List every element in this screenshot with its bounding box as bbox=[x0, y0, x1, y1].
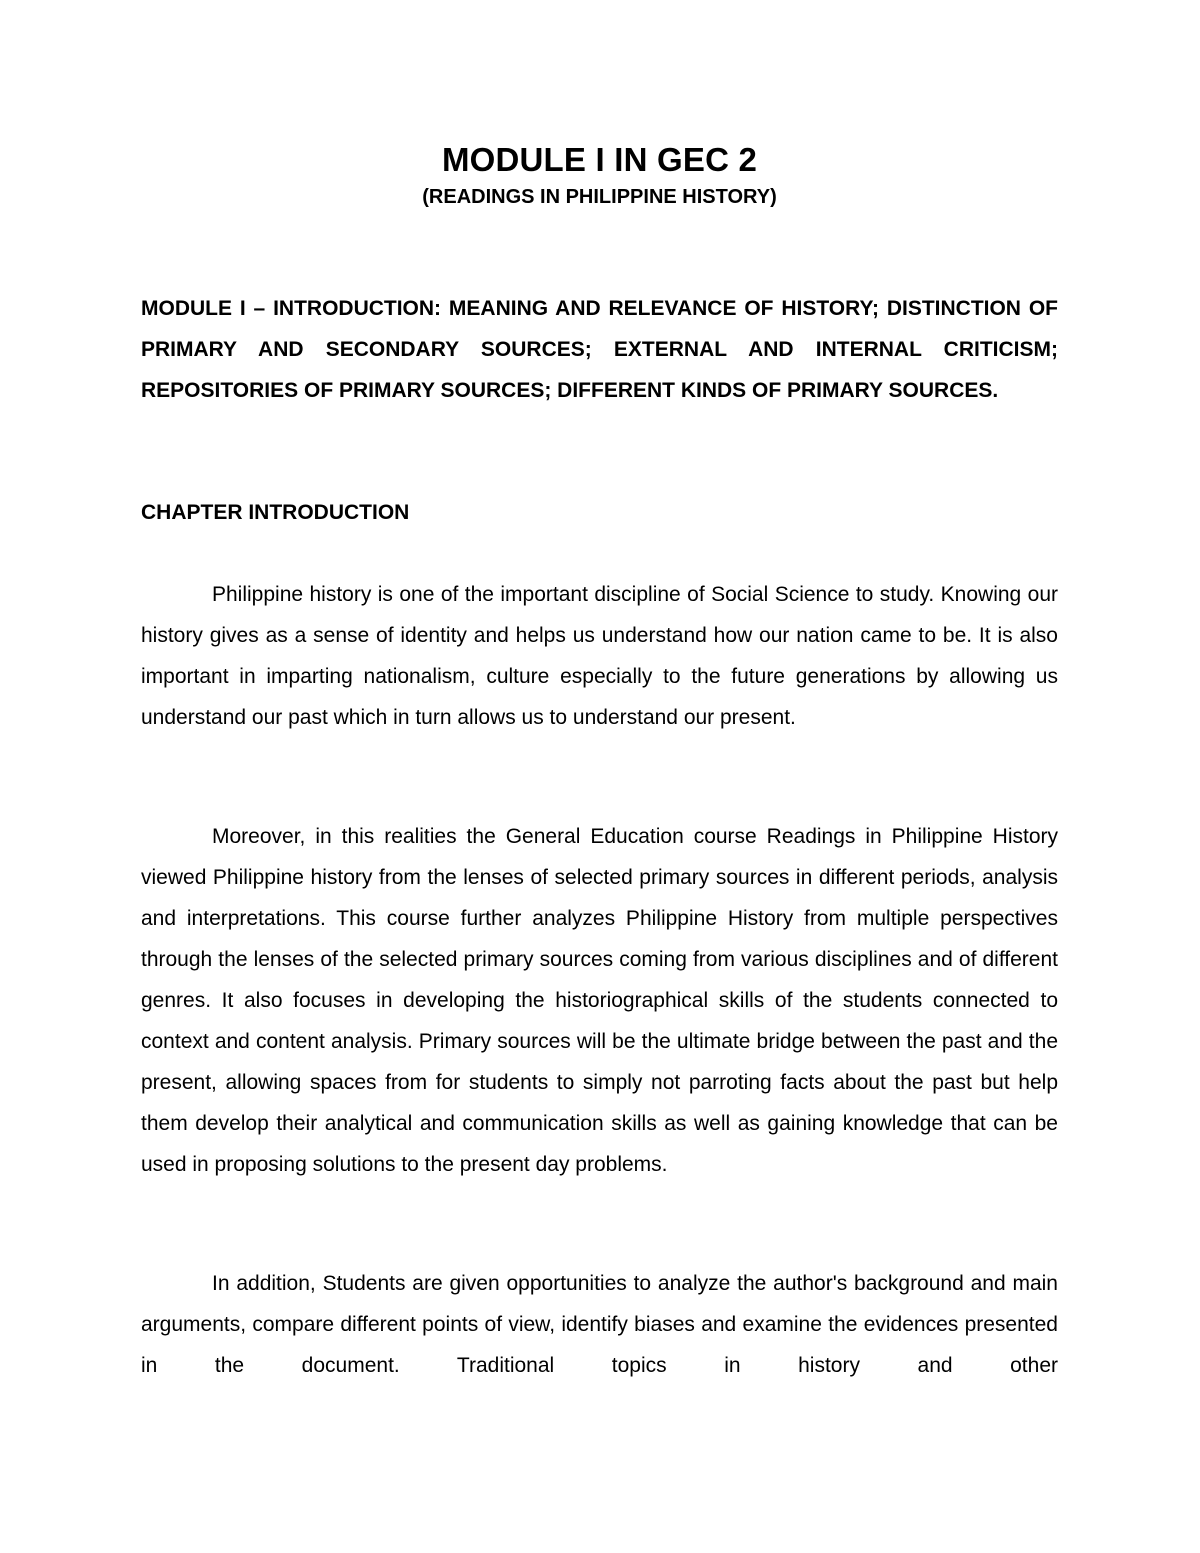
paragraph: Philippine history is one of the important discipline of Social Science to study. Knowing our history gives as a sense of identity and helps us understand how our nation came to be. It is also important in imparting nationalism, culture especially to the future generations by allowing us understand our past which in turn allows us to understand our present. bbox=[141, 583, 1058, 729]
document-page bbox=[141, 0, 1058, 1553]
document-title: MODULE I IN GEC 2 bbox=[441, 141, 758, 178]
paragraph: Moreover, in this realities the General Education course Readings in Philippine History viewed Philippine history from the lenses of selected primary sources in different periods, analysis and interpretations. This course further analyzes Philippine History from multiple perspectives through the lenses of the selected primary sources coming from various disciplines and of different genres. It also focuses in developing the historiographical skills of the students connected to context and content analysis. Primary sources will be the ultimate bridge between the past and the present, allowing spaces from for students to simply not parroting facts about the past but help them develop their analytical and communication skills as well as gaining knowledge that can be used in proposing solutions to the present day problems. bbox=[141, 825, 1058, 1176]
document-subtitle: (READINGS IN PHILIPPINE HISTORY) bbox=[422, 186, 777, 208]
paragraph: In addition, Students are given opportunities to analyze the author's background and main arguments, compare different points of view, identify biases and examine the evidences presented in the document. Traditional topics in history and other bbox=[141, 1272, 1058, 1377]
module-heading: MODULE I – INTRODUCTION: MEANING AND RELEVANCE OF HISTORY; DISTINCTION OF PRIMARY AND SECONDARY SOURCES; EXTERNAL AND INTERNAL CRITICISM; REPOSITORIES OF PRIMARY SOURCES; DIFFERENT KINDS OF PRIMARY SOURCES. bbox=[141, 297, 1058, 402]
chapter-heading: CHAPTER INTRODUCTION bbox=[141, 501, 410, 524]
